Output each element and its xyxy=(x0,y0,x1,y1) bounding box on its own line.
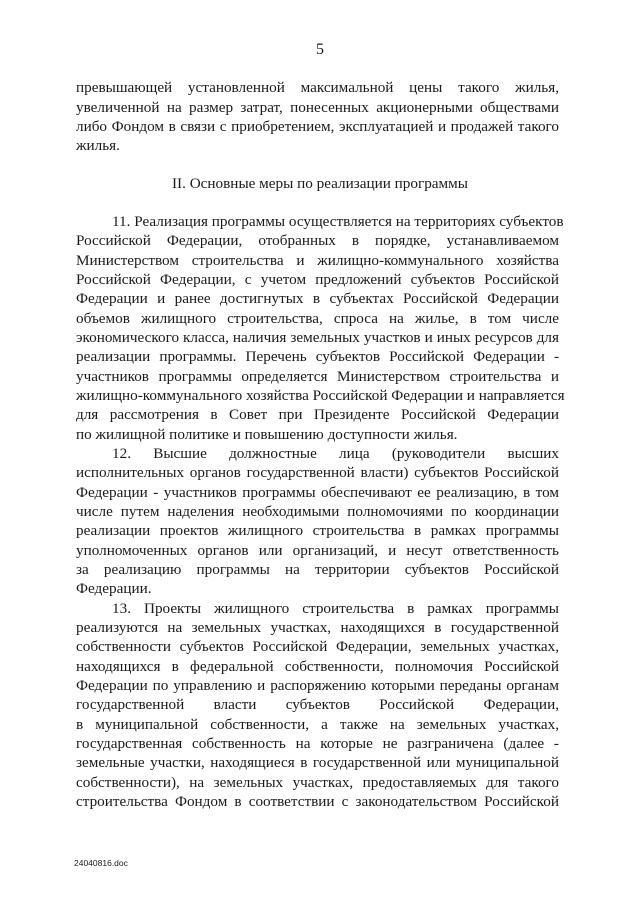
text-line: государственная собственность на которые не разграничена (далее - xyxy=(76,735,559,752)
text-line: для рассмотрения в Совет при Президенте Российской Федерации xyxy=(76,406,559,423)
text-line: Российской Федерации, отобранных в порядке, устанавливаемом xyxy=(76,232,559,249)
text-line: реализуются на земельных участках, находящихся в государственной xyxy=(76,619,559,636)
text-line: реализации программы. Перечень субъектов Российской Федерации - xyxy=(76,348,559,365)
text-line: собственности субъектов Российской Федерации, земельных участках, xyxy=(76,638,559,655)
text-line: жилищно-коммунального хозяйства Российской Федерации и направляется xyxy=(76,387,565,404)
text-line: находящихся в федеральной собственности, полномочия Российской xyxy=(76,658,559,675)
text-line: экономического класса, наличия земельных участков и иных ресурсов для xyxy=(76,329,559,346)
text-line: превышающей установленной максимальной цены такого жилья, xyxy=(76,79,559,96)
text-line: числе путем наделения необходимыми полномочиями по координации xyxy=(76,503,559,520)
text-line: 13. Проекты жилищного строительства в рамках программы xyxy=(112,600,559,617)
text-line: по жилищной политике и повышению доступности жилья. xyxy=(76,426,458,443)
text-line: Федерации. xyxy=(76,580,152,597)
text-line: Федерации по управлению и распоряжению которыми переданы органам xyxy=(76,677,559,694)
text-line: реализации проектов жилищного строительства в рамках программы xyxy=(76,522,559,539)
text-line: объемов жилищного строительства, спроса на жилье, в том числе xyxy=(76,310,559,327)
text-line: Министерством строительства и жилищно-коммунального хозяйства xyxy=(76,252,559,269)
page-number: 5 xyxy=(316,41,324,58)
text-line: земельные участки, находящиеся в государственной или муниципальной xyxy=(76,754,559,771)
text-line: уполномоченных органов или организаций, и несут ответственность xyxy=(76,542,559,559)
text-line: государственной власти субъектов Российской Федерации, xyxy=(76,696,559,713)
text-line: жилья. xyxy=(76,137,120,154)
text-line: строительства Фондом в соответствии с законодательством Российской xyxy=(76,793,559,810)
text-line: увеличенной на размер затрат, понесенных акционерными обществами xyxy=(76,99,559,116)
text-line: в муниципальной собственности, а также на земельных участках, xyxy=(76,716,559,733)
text-line: за реализацию программы на территории субъектов Российской xyxy=(76,561,559,578)
text-line: 11. Реализация программы осуществляется на территориях субъектов xyxy=(112,213,564,230)
section-heading: II. Основные меры по реализации программы xyxy=(172,175,468,192)
text-line: либо Фондом в связи с приобретением, эксплуатацией и продажей такого xyxy=(76,118,559,135)
text-line: участников программы определяется Министерством строительства и xyxy=(76,368,559,385)
text-line: собственности), на земельных участках, предоставляемых для такого xyxy=(76,774,559,791)
text-line: 12. Высшие должностные лица (руководители высших xyxy=(112,445,559,462)
footer-filename: 24040816.doc xyxy=(74,858,128,868)
text-line: Федерации и ранее достигнутых в субъектах Российской Федерации xyxy=(76,290,559,307)
text-line: Федерации - участников программы обеспечивают ее реализацию, в том xyxy=(76,484,559,501)
text-line: Российской Федерации, с учетом предложений субъектов Российской xyxy=(76,271,559,288)
text-line: исполнительных органов государственной власти) субъектов Российской xyxy=(76,464,559,481)
